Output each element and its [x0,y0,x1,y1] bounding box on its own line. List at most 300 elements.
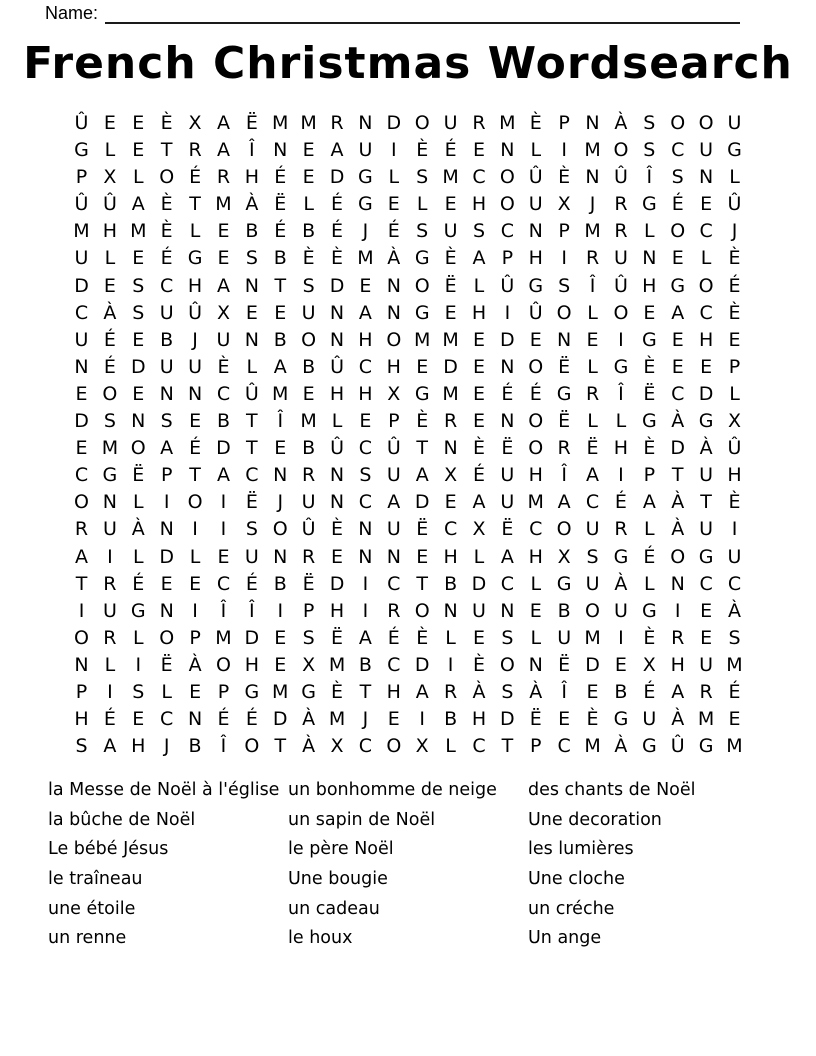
grid-cell: O [102,382,118,405]
grid-row [67,571,748,598]
grid-cell: A [216,139,230,162]
grid-cell: M [272,680,289,703]
grid-cell: R [699,680,713,703]
grid-cell: P [75,680,88,703]
grid-cell: N [670,572,685,595]
grid-cell: J [192,328,198,351]
grid-cell: L [644,572,655,595]
grid-cell: L [189,220,201,243]
grid-cell: H [443,545,458,568]
grid-row [67,164,748,191]
grid-cell: P [388,410,400,433]
grid-cell: Ë [302,572,315,595]
grid-cell: E [529,599,542,622]
grid-cell: É [331,193,344,216]
grid-cell: E [103,112,116,134]
grid-cell: H [329,599,345,622]
grid-cell: E [700,626,713,649]
grid-cell: N [131,410,146,433]
grid-cell: T [189,464,201,487]
grid-cell: U [699,464,714,487]
word-item: une étoile [48,898,136,919]
grid-cell: N [159,599,174,622]
grid-cell: E [132,139,145,162]
grid-cell: T [246,410,258,433]
word-item: un renne [48,928,127,949]
grid-cell: L [615,410,627,433]
grid-cell: É [132,572,145,595]
grid-cell: U [557,626,572,649]
grid-cell: U [74,328,89,351]
grid-cell: N [443,599,458,622]
grid-cell: S [302,274,315,297]
grid-cell: C [358,491,373,514]
grid-cell: A [358,301,372,324]
grid-cell: D [471,572,487,595]
grid-cell: G [74,139,89,162]
grid-cell: O [528,410,544,433]
grid-cell: C [358,437,373,460]
grid-cell: O [613,139,629,162]
grid-cell: S [416,220,429,243]
grid-cell: H [471,301,487,324]
grid-cell: S [132,274,145,297]
page-title: French Christmas Wordsearch [23,38,793,89]
grid-cell: L [104,139,116,162]
grid-cell: À [614,112,628,134]
grid-cell: L [644,518,655,541]
grid-cell: È [416,626,429,649]
word-item: Une decoration [528,809,662,830]
grid-cell: C [500,572,514,595]
grid-cell: B [216,410,230,433]
grid-cell: M [300,410,317,433]
grid-cell: B [302,437,316,460]
grid-cell: E [728,708,741,731]
grid-cell: B [273,247,287,270]
grid-cell: E [217,545,230,568]
grid-cell: C [671,382,685,405]
grid-cell: R [557,437,571,460]
grid-cell: É [671,193,684,216]
grid-cell: T [416,572,428,595]
grid-cell: A [330,139,344,162]
grid-cell: H [471,708,487,731]
grid-cell: Ë [444,274,457,297]
grid-cell: U [74,247,89,270]
grid-cell: A [415,680,429,703]
grid-cell: I [618,626,624,649]
grid-cell: A [642,491,656,514]
grid-cell: J [362,220,369,243]
grid-cell: N [528,220,543,243]
grid-cell: U [216,328,231,351]
grid-cell: O [499,193,515,216]
grid-cell: G [698,410,714,433]
grid-cell: C [74,301,89,324]
grid-cell: L [587,301,598,324]
grid-cell: I [504,301,511,324]
grid-cell: A [671,301,685,324]
grid-cell: E [643,301,656,324]
grid-cell: C [216,572,231,595]
grid-row [67,625,748,652]
grid-cell: C [216,382,231,405]
grid-cell: P [160,464,173,487]
grid-cell: N [159,518,174,541]
grid-cell: A [131,193,145,216]
grid-cell: D [500,328,515,351]
grid-cell: E [472,328,485,351]
grid-cell: A [358,626,372,649]
grid-cell: G [613,545,629,568]
grid-cell: Î [220,599,227,622]
grid-cell: U [472,599,486,622]
grid-cell: M [726,735,743,758]
grid-cell: O [499,166,515,189]
grid-cell: Ë [501,437,514,460]
grid-cell: P [302,599,315,622]
grid-cell: T [700,491,712,514]
grid-cell: È [331,680,344,703]
grid-cell: À [529,680,543,703]
grid-cell: E [472,355,485,378]
grid-cell: A [75,545,88,568]
grid-cell: Ë [416,518,429,541]
grid-cell: G [414,301,430,324]
grid-cell: N [358,518,373,541]
grid-cell: N [244,274,259,297]
grid-cell: L [132,166,144,189]
grid-cell: X [415,735,429,758]
grid-cell: U [159,301,174,324]
grid-cell: Ë [245,491,258,514]
grid-cell: M [584,220,601,243]
grid-cell: È [331,247,344,270]
grid-cell: R [671,626,685,649]
grid-cell: M [101,437,119,460]
grid-cell: È [728,247,741,270]
word-item: le houx [288,928,353,949]
grid-cell: T [501,735,514,758]
grid-cell: É [501,382,514,405]
grid-cell: S [302,626,315,649]
grid-cell: U [585,572,600,595]
grid-cell: E [274,626,287,649]
grid-cell: N [500,139,515,162]
grid-cell: E [472,410,485,433]
grid-cell: N [329,301,345,324]
grid-cell: I [163,491,170,514]
grid-cell: Û [301,518,316,541]
grid-cell: O [528,355,544,378]
grid-cell: G [528,274,544,297]
grid-cell: M [328,708,346,731]
grid-cell: Û [727,193,742,216]
grid-row [67,652,748,679]
grid-cell: U [727,545,742,568]
grid-cell: G [641,735,657,758]
grid-cell: D [272,708,288,731]
grid-cell: L [189,545,201,568]
grid-cell: É [217,708,230,731]
grid-cell: T [75,572,88,595]
grid-cell: N [244,328,259,351]
grid-cell: S [472,220,485,243]
grid-cell: D [74,274,89,297]
grid-cell: Û [613,166,628,189]
grid-cell: H [528,545,543,568]
grid-cell: È [728,301,741,324]
grid-cell: S [359,464,372,487]
grid-cell: U [642,708,657,731]
grid-row [67,381,748,408]
grid-cell: N [102,491,117,514]
name-row [45,2,740,24]
word-list-column [48,776,283,954]
grid-cell: I [277,599,284,622]
grid-cell: E [189,572,202,595]
grid-cell: Û [188,301,203,324]
grid-cell: N [358,545,373,568]
grid-cell: O [159,166,175,189]
grid-cell: O [386,328,402,351]
grid-cell: L [132,491,144,514]
grid-cell: À [671,491,685,514]
grid-cell: B [557,599,571,622]
grid-cell: L [473,545,485,568]
grid-cell: E [614,653,627,676]
grid-cell: I [135,653,142,676]
grid-cell: É [529,382,542,405]
grid-cell: J [277,491,284,514]
grid-cell: P [558,112,570,134]
word-item: un bonhomme de neige [288,780,497,800]
grid-cell: R [74,518,89,541]
grid-cell: B [302,220,316,243]
grid-cell: G [698,545,714,568]
grid-row [67,679,748,706]
grid-cell: R [585,382,600,405]
grid-cell: G [414,382,430,405]
grid-cell: T [246,437,258,460]
grid-cell: Ë [132,464,145,487]
grid-cell: Û [330,355,344,378]
grid-cell: H [528,247,543,270]
grid-cell: G [556,382,572,405]
grid-cell: E [217,220,230,243]
grid-cell: E [302,139,315,162]
grid-cell: D [74,410,89,433]
grid-cell: U [301,491,316,514]
grid-cell: D [329,166,345,189]
grid-cell: O [556,518,572,541]
grid-cell: O [74,626,89,649]
grid-cell: M [215,193,232,216]
grid-cell: O [414,599,430,622]
grid-cell: È [217,355,230,378]
grid-cell: B [614,680,628,703]
grid-cell: A [671,680,685,703]
grid-cell: É [472,464,485,487]
grid-cell: H [244,653,259,676]
grid-cell: É [643,545,656,568]
grid-cell: È [444,247,457,270]
grid-cell: D [244,626,260,649]
grid-cell: D [585,653,600,676]
grid-cell: U [699,518,714,541]
grid-cell: O [414,274,430,297]
word-item: la bûche de Noël [48,809,196,830]
grid-cell: C [500,220,514,243]
grid-cell: É [728,274,741,297]
grid-cell: O [698,274,714,297]
grid-cell: H [471,193,487,216]
grid-cell: L [303,193,314,216]
grid-cell: D [670,437,686,460]
grid-cell: Î [561,680,567,703]
grid-row [67,706,748,733]
grid-cell: I [107,545,113,568]
grid-cell: Û [500,274,515,297]
grid-cell: Ë [558,410,571,433]
grid-cell: E [302,382,315,405]
grid-cell: E [586,680,599,703]
grid-cell: G [130,599,146,622]
grid-row [67,408,748,435]
grid-cell: U [699,139,714,162]
grid-cell: S [728,626,741,649]
grid-cell: U [500,491,515,514]
grid-cell: A [472,247,486,270]
grid-cell: I [674,599,681,622]
grid-cell: E [302,166,315,189]
grid-cell: T [416,437,428,460]
grid-cell: L [729,382,740,405]
grid-cell: E [472,139,485,162]
grid-cell: R [443,410,458,433]
grid-cell: A [415,464,429,487]
grid-cell: P [643,464,656,487]
grid-cell: N [74,653,89,676]
name-label: Name: [45,3,99,23]
grid-cell: E [359,410,372,433]
grid-cell: H [358,382,373,405]
grid-cell: A [586,464,600,487]
grid-cell: È [472,437,485,460]
grid-row [67,435,748,462]
grid-cell: É [444,139,457,162]
grid-cell: T [671,464,684,487]
grid-cell: E [700,355,713,378]
grid-cell: O [244,735,260,758]
word-item: des chants de Noël [528,780,696,800]
grid-cell: R [330,112,344,134]
grid-cell: R [614,220,628,243]
grid-cell: À [472,680,486,703]
grid-cell: Ë [558,653,571,676]
grid-cell: R [387,599,401,622]
grid-row [67,489,748,516]
word-list-column [288,776,523,954]
grid-cell: U [585,518,600,541]
grid-cell: E [700,599,713,622]
grid-cell: À [699,437,713,460]
grid-cell: É [643,680,656,703]
grid-cell: L [331,410,343,433]
grid-cell: M [499,112,516,134]
grid-cell: É [387,626,400,649]
grid-cell: S [245,247,258,270]
grid-cell: G [358,166,373,189]
grid-cell: E [444,491,457,514]
grid-cell: X [557,545,571,568]
grid-cell: D [698,382,714,405]
grid-cell: E [671,247,684,270]
grid-cell: N [585,112,600,134]
grid-cell: J [362,708,369,731]
grid-cell: È [416,139,429,162]
grid-cell: O [272,518,288,541]
grid-cell: H [613,437,629,460]
grid-cell: R [585,247,600,270]
grid-cell: I [78,599,85,622]
grid-cell: G [613,708,629,731]
grid-cell: N [187,708,203,731]
grid-cell: É [387,220,400,243]
grid-cell: Ë [558,355,571,378]
grid-cell: U [386,518,401,541]
grid-cell: N [329,491,345,514]
grid-cell: E [75,437,88,460]
grid-cell: É [245,572,258,595]
word-item: un sapin de Noël [288,809,436,830]
grid-cell: N [500,355,515,378]
grid-cell: Ë [245,112,258,134]
grid-cell: I [362,599,369,622]
grid-cell: C [472,735,486,758]
grid-row [67,598,748,625]
grid-cell: T [189,193,201,216]
grid-cell: X [472,518,486,541]
grid-cell: É [189,437,202,460]
grid-cell: L [644,220,655,243]
word-list [0,776,816,966]
grid-cell: I [220,518,227,541]
grid-cell: X [727,410,741,433]
grid-cell: Î [249,139,255,162]
grid-cell: C [358,735,373,758]
grid-cell: L [416,193,428,216]
grid-cell: S [643,139,656,162]
word-item: la Messe de Noël à l'église [48,780,280,800]
grid-cell: A [216,274,230,297]
grid-row [67,544,748,571]
grid-cell: E [132,328,145,351]
grid-cell: B [160,328,174,351]
grid-cell: M [272,112,289,134]
grid-cell: È [643,437,656,460]
grid-row [67,462,748,489]
grid-cell: È [643,355,656,378]
grid-cell: È [728,491,741,514]
grid-cell: Û [74,112,89,134]
grid-cell: E [160,572,173,595]
grid-cell: D [443,355,458,378]
grid-cell: À [671,708,685,731]
grid-cell: I [192,599,198,622]
grid-cell: G [301,680,316,703]
